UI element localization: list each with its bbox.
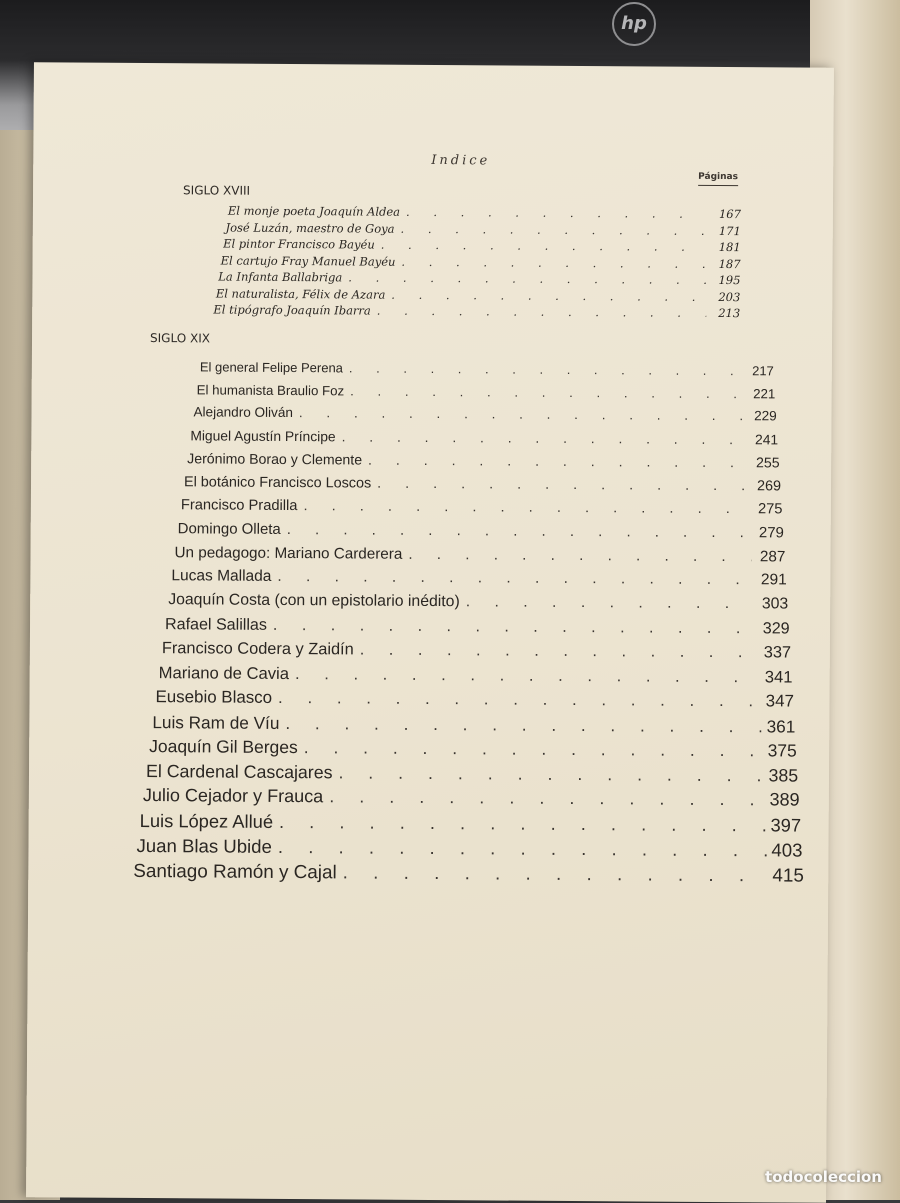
toc-entry-title: Luis Ram de Víu: [152, 711, 280, 733]
book-page: [26, 62, 834, 1203]
toc-entry-page-number: 329: [762, 619, 790, 638]
dot-leader: [377, 475, 747, 494]
toc-entry: [213, 302, 740, 320]
toc-entry-title: El botánico Francisco Loscos: [183, 473, 372, 492]
toc-entry-page-number: 181: [718, 240, 741, 255]
dot-leader: [278, 836, 768, 861]
toc-entry: [143, 785, 800, 811]
toc-entry: [171, 567, 787, 589]
toc-entry-page-number: 229: [754, 408, 777, 424]
dot-leader: [279, 811, 767, 836]
toc-entry: [184, 474, 781, 494]
toc-entry: [136, 835, 802, 862]
section-heading-xix: SIGLO XIX: [150, 331, 211, 346]
toc-entry: [159, 663, 793, 687]
toc-entry-title: Rafael Salillas: [164, 615, 268, 634]
toc-entry: [193, 405, 776, 424]
toc-entry: [187, 451, 779, 471]
dot-leader: [343, 861, 769, 886]
dot-leader: [368, 452, 746, 471]
dot-leader: [466, 593, 755, 613]
toc-entry-page-number: 217: [752, 363, 774, 379]
index-title: Indice: [431, 152, 491, 169]
toc-entry-page-number: 255: [755, 454, 780, 471]
toc-entry-title: Alejandro Oliván: [193, 404, 293, 421]
toc-entry-page-number: 375: [767, 740, 797, 761]
toc-entry: [228, 204, 741, 222]
toc-entry-title: Mariano de Cavia: [158, 663, 290, 683]
toc-entry-page-number: 195: [718, 273, 741, 288]
toc-entry-page-number: 203: [718, 289, 741, 304]
dot-leader: [360, 640, 757, 662]
toc-entry: [225, 220, 740, 238]
toc-entry-title: Jerónimo Borao y Clemente: [187, 450, 363, 468]
toc-entry: [218, 270, 740, 288]
toc-entry: [162, 639, 791, 662]
toc-entry-title: Francisco Codera y Zaidín: [161, 638, 354, 659]
toc-entry-title: Francisco Pradilla: [180, 497, 298, 514]
toc-entry-title: Domingo Olleta: [177, 520, 281, 539]
toc-entry-page-number: 269: [756, 477, 782, 494]
toc-entry: [181, 497, 783, 517]
dot-leader: [391, 287, 706, 303]
dot-leader: [329, 787, 765, 811]
dot-leader: [299, 406, 743, 424]
toc-entry: [146, 761, 798, 787]
toc-entry-title: El pintor Francisco Bayéu: [223, 236, 375, 252]
toc-entry-page-number: 279: [758, 524, 784, 542]
toc-entry: [155, 687, 794, 711]
toc-entry: [200, 359, 774, 378]
toc-entry-page-number: 337: [763, 643, 792, 662]
toc-entry-title: José Luzán, maestro de Goya: [225, 220, 395, 236]
toc-entry-page-number: 287: [759, 547, 786, 566]
toc-entry-page-number: 341: [764, 667, 793, 687]
toc-entry-title: Joaquín Gil Berges: [149, 735, 298, 758]
toc-entry-page-number: 275: [757, 501, 783, 518]
dot-leader: [285, 712, 761, 736]
toc-entry: [168, 591, 788, 613]
toc-entry-title: Santiago Ramón y Cajal: [133, 859, 337, 883]
dot-leader: [338, 762, 764, 786]
toc-entry-title: Lucas Mallada: [171, 567, 272, 586]
toc-entry-title: El monje poeta Joaquín Aldea: [227, 203, 401, 219]
toc-entry-title: El naturalista, Félix de Azara: [215, 285, 386, 302]
toc-entry-page-number: 241: [755, 431, 779, 448]
section-heading-xviii: SIGLO XVIII: [183, 183, 251, 198]
toc-entry-title: Juan Blas Ubide: [136, 834, 272, 857]
dot-leader: [406, 205, 707, 221]
dot-leader: [273, 616, 756, 638]
toc-entry: [149, 736, 797, 762]
toc-entry-page-number: 385: [768, 764, 799, 786]
toc-entry-title: La Infanta Ballabriga: [218, 269, 343, 285]
toc-entry-page-number: 361: [766, 715, 796, 737]
dot-leader: [349, 360, 740, 378]
toc-entry-title: El humanista Braulio Foz: [196, 382, 345, 399]
dot-leader: [278, 688, 760, 711]
toc-entry: [152, 712, 795, 737]
dot-leader: [400, 221, 706, 237]
toc-entry-title: El Cardenal Cascajares: [145, 760, 333, 782]
toc-entry: [223, 237, 741, 255]
toc-entry-title: Luis López Allué: [139, 810, 274, 832]
toc-entry-page-number: 389: [769, 789, 800, 810]
toc-entry: [216, 286, 741, 304]
dot-leader: [304, 737, 763, 761]
toc-entry: [190, 428, 778, 448]
toc-entry: [221, 253, 741, 271]
toc-entry-title: El cartujo Fray Manuel Bayéu: [220, 253, 396, 269]
toc-entry-title: El tipógrafo Joaquín Ibarra: [213, 302, 371, 318]
dot-leader: [408, 545, 751, 564]
dot-leader: [348, 270, 706, 287]
watermark: todocoleccion: [765, 1168, 882, 1186]
toc-entry-page-number: 303: [761, 595, 789, 613]
toc-entry-page-number: 187: [718, 256, 741, 271]
dot-leader: [303, 498, 748, 517]
toc-entry-page-number: 403: [771, 839, 803, 861]
dot-leader: [342, 429, 745, 448]
toc-entry: [140, 810, 802, 837]
toc-entry: [133, 860, 804, 887]
toc-entry-title: El general Felipe Perena: [199, 359, 343, 376]
toc-entry: [174, 544, 785, 565]
toc-entry: [165, 615, 790, 638]
toc-entry-title: Julio Cejador y Frauca: [142, 785, 324, 807]
toc-entry-page-number: 291: [760, 571, 787, 589]
toc-entry-page-number: 347: [765, 691, 794, 711]
toc-entry: [178, 520, 784, 541]
toc-entry-title: Eusebio Blasco: [155, 687, 273, 708]
dot-leader: [277, 568, 752, 589]
toc-entry-title: Joaquín Costa (con un epistolario inédito): [168, 591, 460, 611]
dot-leader: [381, 238, 707, 254]
toc-entry-page-number: 397: [770, 814, 802, 836]
toc-entry: [197, 382, 776, 401]
dot-leader: [377, 304, 707, 320]
toc-entry-page-number: 167: [718, 207, 741, 222]
toc-entry-title: Un pedagogo: Mariano Carderera: [174, 543, 403, 563]
dot-leader: [350, 383, 741, 401]
dot-leader: [287, 521, 750, 541]
hp-logo: hp: [612, 2, 656, 46]
pages-column-label: Páginas: [698, 172, 738, 186]
dot-leader: [295, 664, 759, 687]
toc-entry-page-number: 415: [772, 864, 804, 886]
toc-entry-title: Miguel Agustín Príncipe: [190, 427, 336, 445]
toc-entry-page-number: 221: [753, 385, 776, 402]
toc-entry-page-number: 171: [718, 223, 741, 238]
toc-entry-page-number: 213: [718, 306, 741, 321]
dot-leader: [401, 254, 706, 270]
